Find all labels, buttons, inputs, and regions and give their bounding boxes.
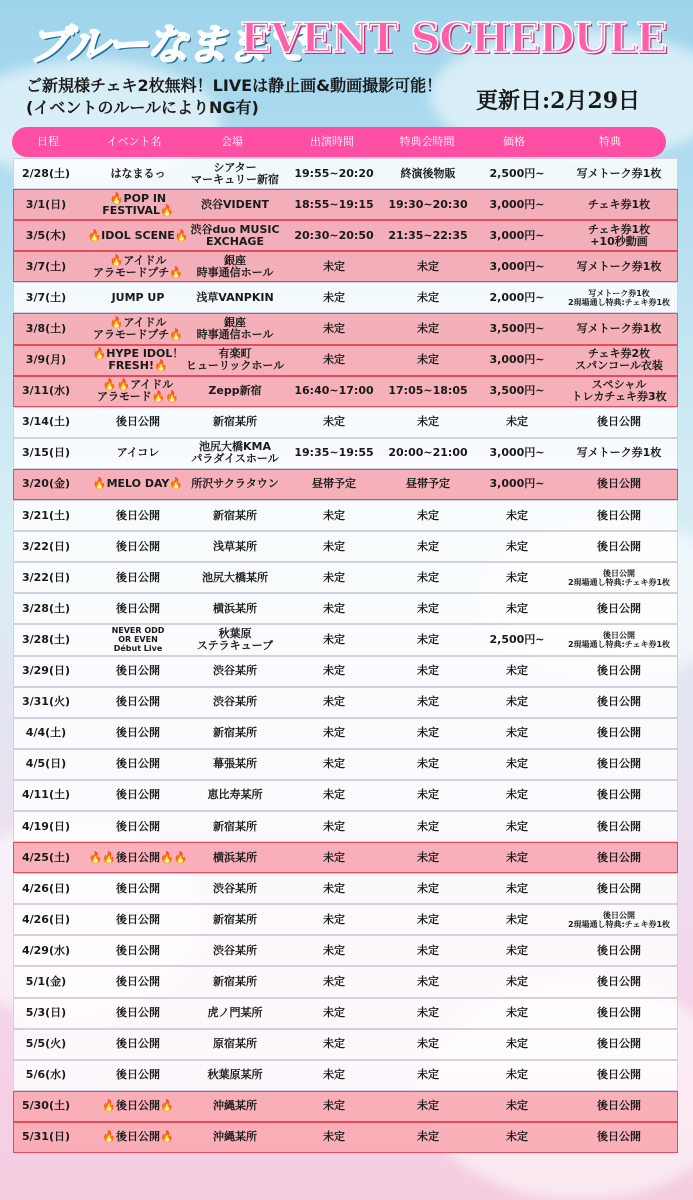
event-name-cell: 後日公開 [116, 881, 160, 895]
column-header-perk: 特典 [599, 135, 621, 148]
date-cell: 3/15(日) [21, 446, 71, 460]
column-header-event: イベント名 [106, 135, 162, 148]
price-cell: 未定 [506, 1006, 528, 1020]
venue-cell: 横浜某所 [213, 601, 257, 615]
venue-cell: 渋谷某所 [213, 881, 257, 895]
perk-cell: 後日公開 [597, 1006, 641, 1020]
bonus-time-cell: 未定 [417, 1130, 439, 1144]
bonus-time-cell: 未定 [417, 570, 439, 584]
bonus-time-cell: 未定 [417, 788, 439, 802]
venue-cell: 渋谷某所 [213, 943, 257, 957]
price-cell: 3,000円~ [489, 446, 545, 460]
price-cell: 3,000円~ [489, 259, 545, 273]
date-cell: 3/14(土) [21, 415, 71, 429]
venue-cell: 虎ノ門某所 [207, 1006, 263, 1020]
price-cell: 3,500円~ [489, 322, 545, 336]
column-header-bonus-time: 特典会時間 [399, 135, 455, 148]
perk-cell: 後日公開 [597, 974, 641, 988]
table-row-highlighted [13, 251, 678, 282]
price-cell: 2,000円~ [489, 290, 545, 304]
bonus-time-cell: 未定 [417, 974, 439, 988]
table-row [13, 873, 678, 904]
bonus-time-cell: 20:00~21:00 [388, 446, 468, 460]
venue-cell: シアター マーキュリー新宿 [191, 160, 279, 186]
venue-cell: 新宿某所 [213, 912, 257, 926]
event-name-cell: 後日公開 [116, 974, 160, 988]
schedule-table [13, 158, 678, 1153]
event-name-cell: NEVER ODD OR EVEN Début Live [111, 626, 165, 654]
bonus-time-cell: 未定 [417, 508, 439, 522]
event-name-cell: 後日公開 [116, 757, 160, 771]
show-time-cell: 19:55~20:20 [294, 166, 374, 180]
show-time-cell: 未定 [323, 1068, 345, 1082]
header [0, 0, 693, 125]
venue-cell: 渋谷某所 [213, 664, 257, 678]
table-row [13, 811, 678, 842]
bonus-time-cell: 未定 [417, 415, 439, 429]
date-cell: 3/7(土) [25, 259, 67, 273]
table-row [13, 158, 678, 189]
date-cell: 3/21(土) [21, 508, 71, 522]
show-time-cell: 未定 [323, 974, 345, 988]
date-cell: 3/11(水) [21, 384, 71, 398]
perk-cell: 後日公開 [597, 508, 641, 522]
date-cell: 4/4(土) [25, 726, 67, 740]
venue-cell: 浅草某所 [213, 539, 257, 553]
perk-cell: 後日公開 [597, 1099, 641, 1113]
perk-cell: 後日公開 [597, 415, 641, 429]
venue-cell: 原宿某所 [213, 1037, 257, 1051]
show-time-cell: 未定 [323, 850, 345, 864]
price-cell: 3,000円~ [489, 353, 545, 367]
price-cell: 3,000円~ [489, 197, 545, 211]
perk-cell: チェキ券1枚 +10秒動画 [587, 222, 651, 248]
table-row-highlighted [13, 345, 678, 376]
venue-cell: 新宿某所 [213, 726, 257, 740]
price-cell: 未定 [506, 974, 528, 988]
price-cell: 未定 [506, 726, 528, 740]
price-cell: 2,500円~ [489, 632, 545, 646]
price-cell: 未定 [506, 601, 528, 615]
perk-cell: 後日公開 [597, 539, 641, 553]
table-row [13, 1029, 678, 1060]
event-name-cell: 後日公開 [116, 726, 160, 740]
show-time-cell: 未定 [323, 353, 345, 367]
show-time-cell: 未定 [323, 322, 345, 336]
table-row [13, 562, 678, 593]
perk-cell: 後日公開 [597, 850, 641, 864]
venue-cell: 幕張某所 [213, 757, 257, 771]
price-cell: 未定 [506, 819, 528, 833]
event-name-cell: 🔥アイドル アラモードプチ🔥 [93, 253, 183, 279]
show-time-cell: 未定 [323, 695, 345, 709]
event-name-cell: 後日公開 [116, 912, 160, 926]
table-row [13, 500, 678, 531]
date-cell: 3/1(日) [25, 197, 67, 211]
bonus-time-cell: 未定 [417, 1068, 439, 1082]
show-time-cell: 16:40~17:00 [294, 384, 374, 398]
venue-cell: 秋葉原 ステラキューブ [196, 626, 274, 652]
venue-cell: 有楽町 ヒューリックホール [185, 347, 285, 373]
perk-cell: チェキ券2枚 スパンコール衣装 [575, 347, 663, 373]
show-time-cell: 未定 [323, 570, 345, 584]
date-cell: 2/28(土) [21, 166, 71, 180]
perk-cell: 後日公開 [597, 477, 641, 491]
table-row [13, 718, 678, 749]
table-row [13, 593, 678, 624]
bonus-time-cell: 未定 [417, 757, 439, 771]
price-cell: 未定 [506, 1130, 528, 1144]
event-name-cell: 後日公開 [116, 819, 160, 833]
date-cell: 3/28(土) [21, 632, 71, 646]
date-cell: 5/3(日) [25, 1006, 67, 1020]
event-name-cell: 🔥アイドル アラモードプチ🔥 [93, 316, 183, 342]
event-name-cell: JUMP UP [111, 290, 165, 304]
perk-cell: 後日公開 [597, 1037, 641, 1051]
show-time-cell: 未定 [323, 632, 345, 646]
table-row [13, 407, 678, 438]
show-time-cell: 20:30~20:50 [294, 228, 374, 242]
column-header-show-time: 出演時間 [310, 135, 354, 148]
perk-cell: 後日公開 [597, 664, 641, 678]
price-cell: 未定 [506, 1068, 528, 1082]
perk-cell: 後日公開 2現場通し特典:チェキ券1枚 [567, 568, 671, 587]
perk-cell: 後日公開 [597, 1068, 641, 1082]
date-cell: 3/22(日) [21, 570, 71, 584]
date-cell: 5/1(金) [25, 974, 67, 988]
table-row [13, 904, 678, 935]
venue-cell: 秋葉原某所 [207, 1068, 263, 1082]
show-time-cell: 未定 [323, 943, 345, 957]
date-cell: 4/19(日) [21, 819, 71, 833]
perk-cell: 後日公開 [597, 819, 641, 833]
bonus-time-cell: 未定 [417, 353, 439, 367]
date-cell: 3/9(月) [25, 353, 67, 367]
event-name-cell: 後日公開 [116, 508, 160, 522]
price-cell: 未定 [506, 757, 528, 771]
event-name-cell: 後日公開 [116, 695, 160, 709]
bonus-time-cell: 未定 [417, 1099, 439, 1113]
show-time-cell: 未定 [323, 508, 345, 522]
notice-line-1: ご新規様チェキ2枚無料！LIVEは静止画&動画撮影可能！ [26, 76, 443, 95]
table-row-highlighted [13, 1122, 678, 1153]
date-cell: 3/28(土) [21, 601, 71, 615]
venue-cell: 所沢サクラタウン [191, 477, 279, 491]
event-name-cell: 🔥🔥後日公開🔥🔥 [88, 850, 188, 864]
venue-cell: 横浜某所 [213, 850, 257, 864]
date-cell: 4/26(日) [21, 912, 71, 926]
show-time-cell: 19:35~19:55 [294, 446, 374, 460]
bonus-time-cell: 未定 [417, 664, 439, 678]
price-cell: 未定 [506, 570, 528, 584]
venue-cell: Zepp新宿 [208, 384, 262, 398]
date-cell: 3/8(土) [25, 322, 67, 336]
event-name-cell: 後日公開 [116, 1006, 160, 1020]
price-cell: 3,000円~ [489, 228, 545, 242]
bonus-time-cell: 未定 [417, 943, 439, 957]
perk-cell: 後日公開 [597, 695, 641, 709]
venue-cell: 新宿某所 [213, 974, 257, 988]
price-cell: 未定 [506, 664, 528, 678]
show-time-cell: 未定 [323, 726, 345, 740]
table-row-highlighted [13, 220, 678, 251]
show-time-cell: 未定 [323, 1037, 345, 1051]
event-name-cell: 🔥MELO DAY🔥 [92, 477, 184, 491]
table-row-highlighted [13, 469, 678, 500]
date-cell: 3/31(火) [21, 695, 71, 709]
show-time-cell: 未定 [323, 757, 345, 771]
event-name-cell: 後日公開 [116, 570, 160, 584]
event-name-cell: 後日公開 [116, 664, 160, 678]
venue-cell: 新宿某所 [213, 415, 257, 429]
price-cell: 未定 [506, 943, 528, 957]
venue-cell: 浅草VANPKIN [196, 290, 274, 304]
show-time-cell: 昼帯予定 [312, 477, 356, 491]
perk-cell: 後日公開 2現場通し特典:チェキ券1枚 [567, 630, 671, 649]
date-cell: 3/20(金) [21, 477, 71, 491]
price-cell: 未定 [506, 539, 528, 553]
show-time-cell: 未定 [323, 1099, 345, 1113]
price-cell: 3,000円~ [489, 477, 545, 491]
date-cell: 3/7(土) [25, 290, 67, 304]
venue-cell: 新宿某所 [213, 819, 257, 833]
venue-cell: 恵比寿某所 [207, 788, 263, 802]
table-row [13, 935, 678, 966]
perk-cell: 後日公開 [597, 788, 641, 802]
bonus-time-cell: 未定 [417, 1006, 439, 1020]
date-cell: 4/26(日) [21, 881, 71, 895]
venue-cell: 銀座 時事通信ホール [196, 253, 274, 279]
show-time-cell: 18:55~19:15 [294, 197, 374, 211]
price-cell: 未定 [506, 788, 528, 802]
table-row [13, 531, 678, 562]
date-cell: 4/29(水) [21, 943, 71, 957]
event-name-cell: 🔥🔥アイドル アラモード🔥🔥 [97, 378, 179, 404]
price-cell: 未定 [506, 695, 528, 709]
venue-cell: 渋谷VIDENT [201, 197, 269, 211]
bonus-time-cell: 未定 [417, 912, 439, 926]
bonus-time-cell: 終演後物販 [400, 166, 456, 180]
bonus-time-cell: 21:35~22:35 [388, 228, 468, 242]
table-row [13, 282, 678, 313]
venue-cell: 沖縄某所 [213, 1130, 257, 1144]
event-name-cell: 🔥後日公開🔥 [102, 1099, 174, 1113]
event-name-cell: 後日公開 [116, 1037, 160, 1051]
venue-cell: 銀座 時事通信ホール [196, 316, 274, 342]
date-cell: 3/5(木) [25, 228, 67, 242]
bonus-time-cell: 未定 [417, 601, 439, 615]
bonus-time-cell: 未定 [417, 322, 439, 336]
perk-cell: 写メトーク券1枚 [576, 259, 662, 273]
perk-cell: 写メトーク券1枚 [576, 166, 662, 180]
date-cell: 3/22(日) [21, 539, 71, 553]
table-row [13, 624, 678, 655]
show-time-cell: 未定 [323, 601, 345, 615]
table-row-highlighted [13, 189, 678, 220]
perk-cell: 後日公開 [597, 757, 641, 771]
table-row-highlighted [13, 376, 678, 407]
event-name-cell: はなまるっ [110, 166, 166, 180]
bonus-time-cell: 未定 [417, 850, 439, 864]
venue-cell: 沖縄某所 [213, 1099, 257, 1113]
date-cell: 5/30(土) [21, 1099, 71, 1113]
event-name-cell: アイコレ [116, 446, 160, 460]
group-logo: ブルーなままで [28, 20, 307, 69]
bonus-time-cell: 未定 [417, 259, 439, 273]
show-time-cell: 未定 [323, 664, 345, 678]
event-name-cell: 🔥後日公開🔥 [102, 1130, 174, 1144]
table-row-highlighted [13, 313, 678, 344]
price-cell: 2,500円~ [489, 166, 545, 180]
venue-cell: 新宿某所 [213, 508, 257, 522]
date-cell: 5/31(日) [21, 1130, 71, 1144]
show-time-cell: 未定 [323, 819, 345, 833]
table-row-highlighted [13, 842, 678, 873]
notice-line-2: (イベントのルールによりNG有) [26, 98, 259, 117]
show-time-cell: 未定 [323, 539, 345, 553]
perk-cell: 後日公開 [597, 881, 641, 895]
event-name-cell: 後日公開 [116, 1068, 160, 1082]
bonus-time-cell: 未定 [417, 632, 439, 646]
bonus-time-cell: 19:30~20:30 [388, 197, 468, 211]
table-row [13, 656, 678, 687]
perk-cell: 写メトーク券1枚 [576, 446, 662, 460]
event-name-cell: 🔥HYPE IDOL！ FRESH!🔥 [92, 347, 184, 373]
show-time-cell: 未定 [323, 788, 345, 802]
column-header-date: 日程 [37, 135, 59, 148]
bonus-time-cell: 未定 [417, 290, 439, 304]
page-title: EVENT SCHEDULE [240, 14, 667, 62]
event-name-cell: 🔥POP IN FESTIVAL🔥 [102, 191, 174, 217]
show-time-cell: 未定 [323, 415, 345, 429]
bonus-time-cell: 未定 [417, 726, 439, 740]
perk-cell: チェキ券1枚 [587, 197, 651, 211]
venue-cell: 渋谷某所 [213, 695, 257, 709]
table-row [13, 780, 678, 811]
show-time-cell: 未定 [323, 290, 345, 304]
event-name-cell: 後日公開 [116, 788, 160, 802]
event-name-cell: 🔥IDOL SCENE🔥 [87, 228, 189, 242]
perk-cell: 後日公開 [597, 943, 641, 957]
bonus-time-cell: 未定 [417, 1037, 439, 1051]
date-cell: 5/5(火) [25, 1037, 67, 1051]
bonus-time-cell: 昼帯予定 [406, 477, 450, 491]
table-row [13, 438, 678, 469]
perk-cell: 後日公開 [597, 601, 641, 615]
venue-cell: 渋谷duo MUSIC EXCHAGE [190, 222, 280, 248]
show-time-cell: 未定 [323, 1130, 345, 1144]
column-header-price: 価格 [503, 135, 525, 148]
perk-cell: スペシャル トレカチェキ券3枚 [571, 378, 667, 404]
venue-cell: 池尻大橋KMA パラダイスホール [191, 440, 279, 466]
perk-cell: 後日公開 [597, 1130, 641, 1144]
price-cell: 未定 [506, 881, 528, 895]
column-header-venue: 会場 [221, 135, 243, 148]
table-row [13, 687, 678, 718]
price-cell: 未定 [506, 508, 528, 522]
date-cell: 4/25(土) [21, 850, 71, 864]
price-cell: 未定 [506, 415, 528, 429]
price-cell: 未定 [506, 850, 528, 864]
price-cell: 未定 [506, 1099, 528, 1113]
event-name-cell: 後日公開 [116, 415, 160, 429]
event-name-cell: 後日公開 [116, 601, 160, 615]
price-cell: 3,500円~ [489, 384, 545, 398]
show-time-cell: 未定 [323, 1006, 345, 1020]
event-name-cell: 後日公開 [116, 943, 160, 957]
table-row [13, 749, 678, 780]
bonus-time-cell: 未定 [417, 695, 439, 709]
show-time-cell: 未定 [323, 259, 345, 273]
perk-cell: 写メトーク券1枚 2現場通し特典:チェキ券1枚 [567, 288, 671, 307]
bonus-time-cell: 未定 [417, 881, 439, 895]
table-row [13, 998, 678, 1029]
date-cell: 4/11(土) [21, 788, 71, 802]
bonus-time-cell: 17:05~18:05 [388, 384, 468, 398]
table-row-highlighted [13, 1091, 678, 1122]
date-cell: 4/5(日) [25, 757, 67, 771]
date-cell: 3/29(日) [21, 664, 71, 678]
table-header [12, 127, 666, 157]
event-name-cell: 後日公開 [116, 539, 160, 553]
perk-cell: 後日公開 [597, 726, 641, 740]
updated-date: 更新日:2月29日 [476, 88, 641, 114]
date-cell: 5/6(水) [25, 1068, 67, 1082]
show-time-cell: 未定 [323, 881, 345, 895]
price-cell: 未定 [506, 912, 528, 926]
perk-cell: 写メトーク券1枚 [576, 322, 662, 336]
table-row [13, 966, 678, 997]
price-cell: 未定 [506, 1037, 528, 1051]
table-row [13, 1060, 678, 1091]
venue-cell: 池尻大橋某所 [202, 570, 268, 584]
bonus-time-cell: 未定 [417, 539, 439, 553]
show-time-cell: 未定 [323, 912, 345, 926]
perk-cell: 後日公開 2現場通し特典:チェキ券1枚 [567, 910, 671, 929]
bonus-time-cell: 未定 [417, 819, 439, 833]
